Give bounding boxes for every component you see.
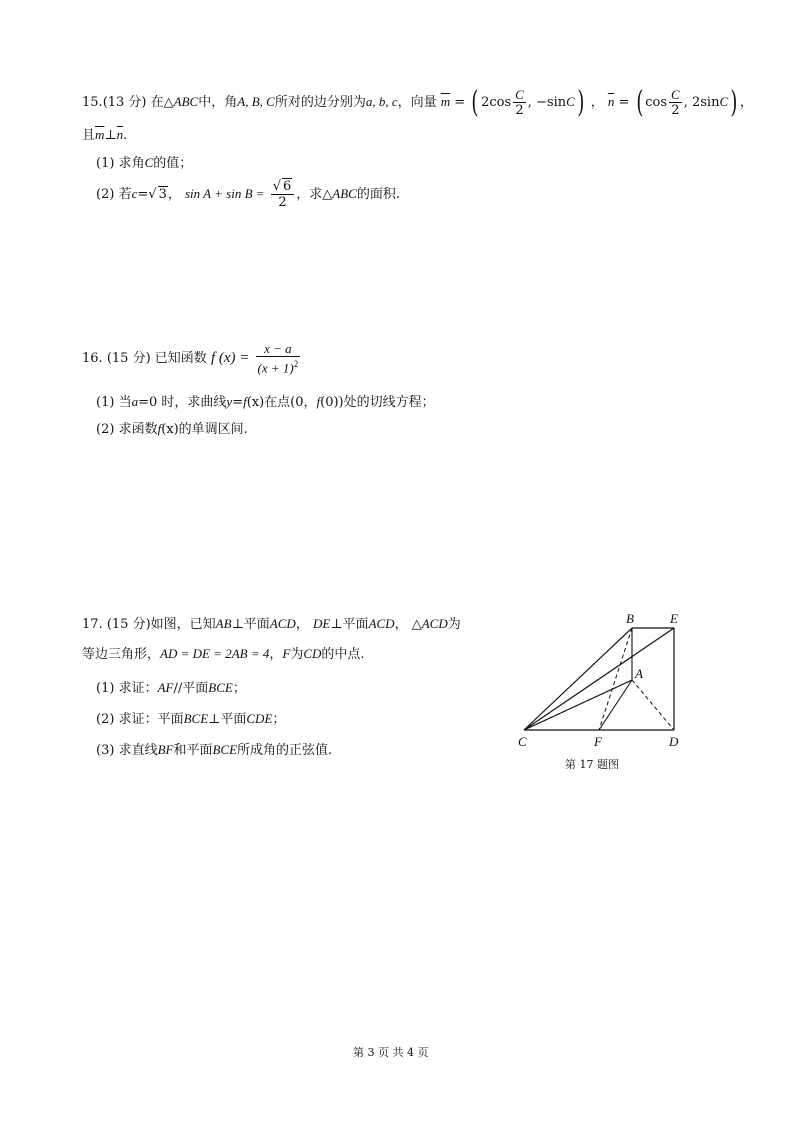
q17-figure xyxy=(510,608,690,753)
paren-open-icon: ( xyxy=(635,84,643,120)
sqrt-icon: √ xyxy=(148,187,157,202)
q17-score: (15 分) xyxy=(106,617,151,632)
q17-number: 17. xyxy=(82,617,103,632)
vector-m: $\overline{m}$ xyxy=(440,94,451,109)
q17-part2: (2) 求证：平面BCE⊥平面CDE； xyxy=(96,711,286,727)
point-label-D: D xyxy=(669,734,679,749)
figure-caption: 第 17 题图 xyxy=(565,758,619,771)
page-footer: 第 3 页 共 4 页 xyxy=(353,1046,429,1059)
q16-part2: (2) 求函数f(x)的单调区间. xyxy=(96,421,248,437)
paren-open-icon: ( xyxy=(471,84,479,120)
q15-part2: (2) 若c=√ 3， sin A + sin B = $\frac{√ 6}{2}$ ，求△ABC的面积. xyxy=(96,179,400,210)
point-label-B: B xyxy=(626,611,634,626)
paren-close-icon: ) xyxy=(730,84,738,120)
edge-CE xyxy=(524,628,674,730)
point-label-F: F xyxy=(594,734,602,749)
point-label-E: E xyxy=(670,611,678,626)
point-label-C: C xyxy=(518,734,527,749)
edge-CB xyxy=(524,628,632,730)
q16-number: 16. xyxy=(82,351,103,366)
q15-line2: 且$\overline{m}\perp\overline{n}$. xyxy=(82,127,128,143)
fraction-c-over-2: $\frac{C}{2}$ xyxy=(671,87,680,118)
q17-part1: (1) 求证：AF//平面BCE； xyxy=(96,680,246,696)
sqrt-icon: √ xyxy=(272,179,281,194)
q15-part1: (1) 求角C的值； xyxy=(96,155,193,171)
q16-score: (15 分) xyxy=(106,351,151,366)
fraction-c-over-2: $\frac{C}{2}$ xyxy=(515,87,524,118)
q15-line1: 15.(13 分) 在△ABC中，角A, B, C所对的边分别为a, b, c，向量 $\overline{m}$ = ( 2cos $\frac{C}{2}$ , −sinC) ， $\overline{n}$ = ( cos $\frac{C}{2}$ , 2sinC) ， xyxy=(82,84,753,120)
q17-line1: 17. (15 分)如图，已知AB⊥平面ACD， DE⊥平面ACD， △ACD为 xyxy=(82,616,461,632)
q17-line2: 等边三角形，AD = DE = 2AB = 4，F为CD的中点. xyxy=(82,646,365,662)
paren-close-icon: ) xyxy=(577,84,585,120)
q15-number: 15. xyxy=(82,95,103,110)
q15-score: (13 分) xyxy=(102,95,147,110)
edge-AD-dashed xyxy=(632,680,674,730)
fraction-sqrt6-over-2: $\frac{√ 6}{2}$ xyxy=(271,179,295,210)
q16-part1: (1) 当a=0 时，求曲线y=f(x)在点(0，f(0))处的切线方程； xyxy=(96,394,435,410)
q17-part3: (3) 求直线BF和平面BCE所成角的正弦值. xyxy=(96,742,333,758)
q16-line1: 16. (15 分) 已知函数 f (x) = $\frac{x - a}{(x + 1)^2}$ xyxy=(82,341,299,376)
vector-n: $\overline{n}$ xyxy=(607,94,615,109)
fraction-fx: $\frac{x - a}{(x + 1)^2}$ xyxy=(257,341,299,376)
point-label-A: A xyxy=(635,666,643,681)
